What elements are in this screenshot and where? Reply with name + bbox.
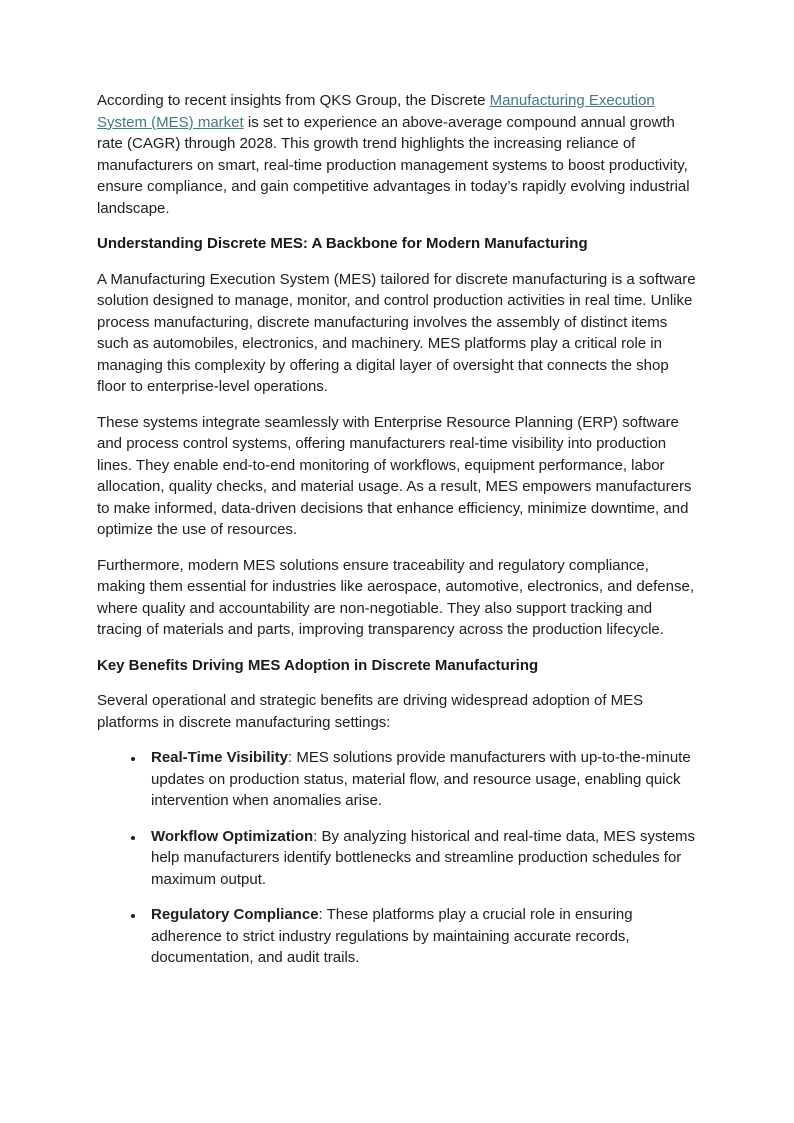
bullet-title: Workflow Optimization: [151, 827, 314, 845]
section2-paragraph-1: Several operational and strategic benefits are driving widespread adoption of MES platforms in discrete manufacturing settings:: [97, 692, 644, 731]
intro-text-before: According to recent insights from QKS Group, the Discrete: [97, 92, 490, 109]
bullet-text: : MES solutions provide manufacturers with up-to-the-minute updates on production status, material flow, and resource usage, enabling quick intervention when anomalies arise.: [151, 749, 691, 809]
section2-heading: Key Benefits Driving MES Adoption in Discrete Manufacturing: [97, 656, 539, 674]
list-item: [145, 904, 697, 969]
section1-paragraph-1: A Manufacturing Execution System (MES) tailored for discrete manufacturing is a software solution designed to manage, monitor, and control production activities in real time. Unlike process manufacturing, discrete manufacturing involves the assembly of distinct items such as automobiles, electronics, and machinery. MES platforms play a critical role in managing this complexity by offering a digital layer of oversight that connects the shop floor to enterprise-level operations.: [97, 270, 696, 395]
benefits-list: [97, 747, 697, 969]
bullet-title: Real-Time Visibility: [151, 749, 288, 766]
section1-paragraph-2: These systems integrate seamlessly with Enterprise Resource Planning (ERP) software and process control systems, offering manufacturers real-time visibility into production lines. They enable end-to-end monitoring of workflows, equipment performance, labor allocation, quality checks, and material usage. As a result, MES empowers manufacturers to make informed, data-driven decisions that enhance efficiency, minimize downtime, and optimize the use of resources.: [97, 413, 692, 538]
bullet-text: : These platforms play a crucial role in ensuring adherence to strict industry regulations by maintaining accurate records, documentation, and audit trails.: [151, 906, 633, 966]
list-item: [145, 747, 697, 812]
intro-text-after: is set to experience an above-average compound annual growth rate (CAGR) through 2028. This growth trend highlights the increasing reliance of manufacturers on smart, real-time production management systems to boost productivity, ensure compliance, and gain competitive advantages in today’s rapidly evolving industrial landscape.: [97, 113, 690, 217]
intro-paragraph: [97, 90, 697, 219]
section1-heading: Understanding Discrete MES: A Backbone for Modern Manufacturing: [97, 235, 588, 252]
section1-paragraph-3: Furthermore, modern MES solutions ensure traceability and regulatory compliance, making them essential for industries like aerospace, automotive, electronics, and defense, where quality and accountability are non-negotiable. They also support tracking and tracing of materials and parts, improving transparency across the production lifecycle.: [97, 556, 694, 638]
mes-market-link[interactable]: Manufacturing Execution System (MES) market: [97, 92, 655, 131]
list-item: [145, 826, 697, 891]
bullet-text: : By analyzing historical and real-time data, MES systems help manufacturers identify bottlenecks and streamline production schedules for maximum output.: [151, 827, 696, 888]
bullet-title: Regulatory Compliance: [151, 906, 319, 923]
